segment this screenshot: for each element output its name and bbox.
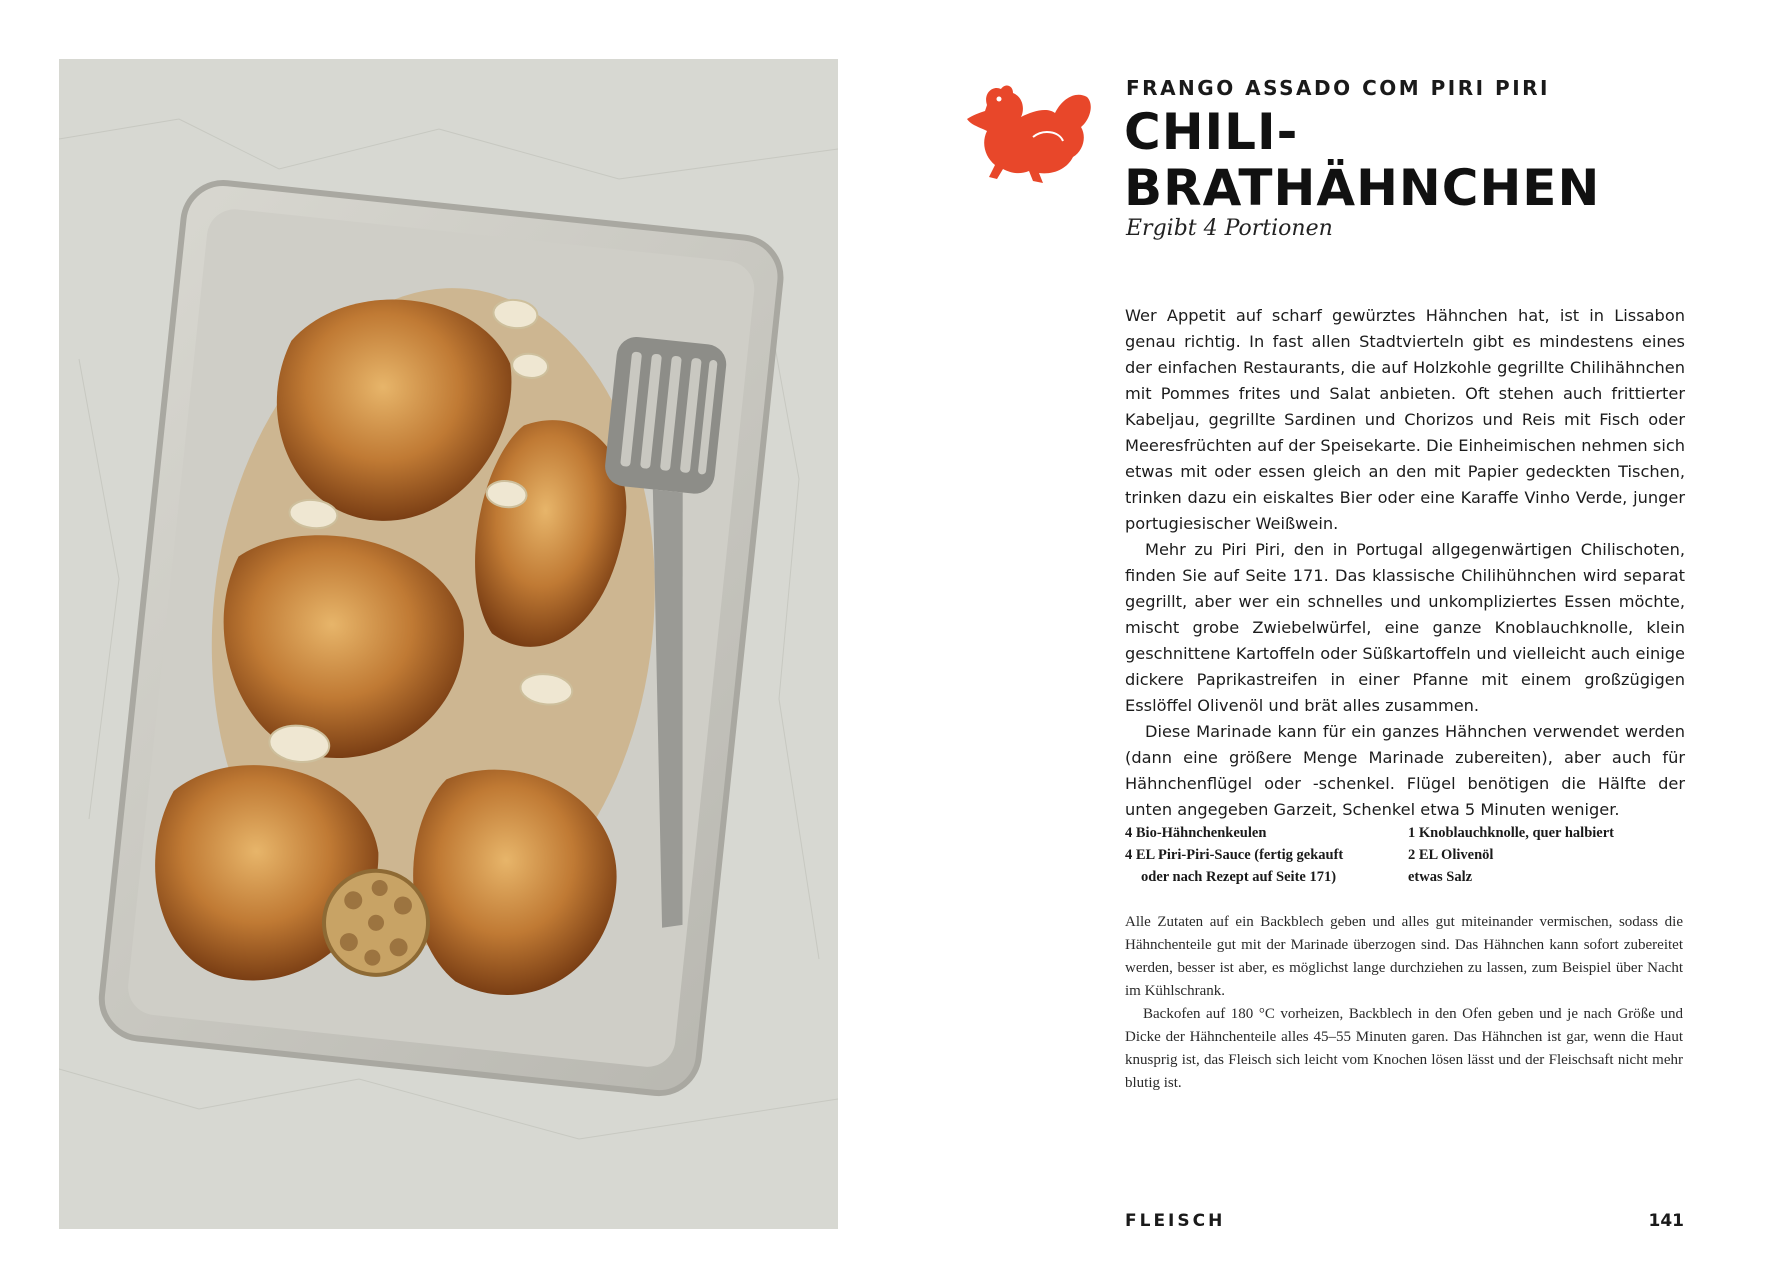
intro-paragraph: Mehr zu Piri Piri, den in Portugal allgegenwärtigen Chilischoten, finden Sie auf Seite 171. Das klassische Chilihühnchen wird separat gegrillt, aber wer ein schnelles und unkompliziertes Essen möchte, mischt grobe Zwiebelwürfel, eine ganze Knoblauchknolle, klein geschnittene Kartoffeln oder Süßkartoffeln und vielleicht auch einige dickere Paprikastreifen in einer Pfanne mit einem großzügigen Esslöffel Olivenöl und brät alles zusammen. <box>1125 540 1685 715</box>
chicken-tray-image <box>59 59 838 1229</box>
page-number: 141 <box>1648 1211 1684 1231</box>
recipe-intro <box>1125 303 1685 823</box>
ingredient-item: 1 Knoblauchknolle, quer halbiert <box>1408 825 1614 841</box>
ingredients-left <box>1125 822 1395 888</box>
recipe-title-line2: BRATHÄHNCHEN <box>1124 159 1601 217</box>
method-paragraph: Backofen auf 180 °C vorheizen, Backblech in den Ofen geben und je nach Größe und Dicke der Hähnchenteile alles 45–55 Minuten garen. Das Hähnchen ist gar, wenn die Haut knusprig ist, das Fleisch sich leicht vom Knochen lösen lässt und der Fleischsaft nicht mehr blutig ist. <box>1125 1006 1683 1091</box>
ingredient-item: oder nach Rezept auf Seite 171) <box>1141 869 1337 885</box>
recipe-servings: Ergibt 4 Portionen <box>1126 216 1333 241</box>
ingredient-item: 2 EL Olivenöl <box>1408 847 1494 863</box>
method-paragraph: Alle Zutaten auf ein Backblech geben und alles gut miteinander vermischen, sodass die Hähnchenteile gut mit der Marinade überzogen sind. Das Hähnchen kann sofort zubereitet werden, besser ist aber, es möglichst lange durchziehen zu lassen, zum Beispiel über Nacht im Kühlschrank. <box>1125 914 1683 999</box>
intro-paragraph: Wer Appetit auf scharf gewürztes Hähnchen hat, ist in Lissabon genau richtig. In fast allen Stadtvierteln gibt es mindestens eines der einfachen Restaurants, die auf Holzkohle gegrillte Chilihähnchen mit Pommes frites und Salat anbieten. Oft stehen auch frittierter Kabeljau, gegrillte Sardinen und Chorizos und Reis mit Fisch oder Meeresfrüchten auf der Speisekarte. Die Einheimischen nehmen sich etwas mit oder essen gleich an den mit Papier gedeckten Tischen, trinken dazu ein eiskaltes Bier oder eine Karaffe Vinho Verde, junger portugiesischer Weißwein. <box>1125 306 1685 533</box>
recipe-method <box>1125 911 1683 1095</box>
ingredient-item: etwas Salz <box>1408 869 1473 885</box>
recipe-photo <box>59 59 838 1229</box>
intro-paragraph: Diese Marinade kann für ein ganzes Hähnchen verwendet werden (dann eine größere Menge Marinade zubereiten), aber auch für Hähnchenflügel oder -schenkel. Flügel benötigen die Hälfte der unten angegeben Garzeit, Schenkel etwa 5 Minuten weniger. <box>1125 722 1685 819</box>
ingredient-item: 4 Bio-Hähnchenkeulen <box>1125 825 1267 841</box>
recipe-subtitle: FRANGO ASSADO COM PIRI PIRI <box>1126 76 1550 100</box>
recipe-title-line1: CHILI- <box>1124 103 1299 161</box>
footer-section-label: FLEISCH <box>1125 1211 1226 1231</box>
ingredients-right <box>1408 822 1688 888</box>
rooster-icon <box>963 77 1095 189</box>
recipe-title <box>1124 104 1684 216</box>
ingredient-item: 4 EL Piri-Piri-Sauce (fertig gekauft <box>1125 847 1344 863</box>
